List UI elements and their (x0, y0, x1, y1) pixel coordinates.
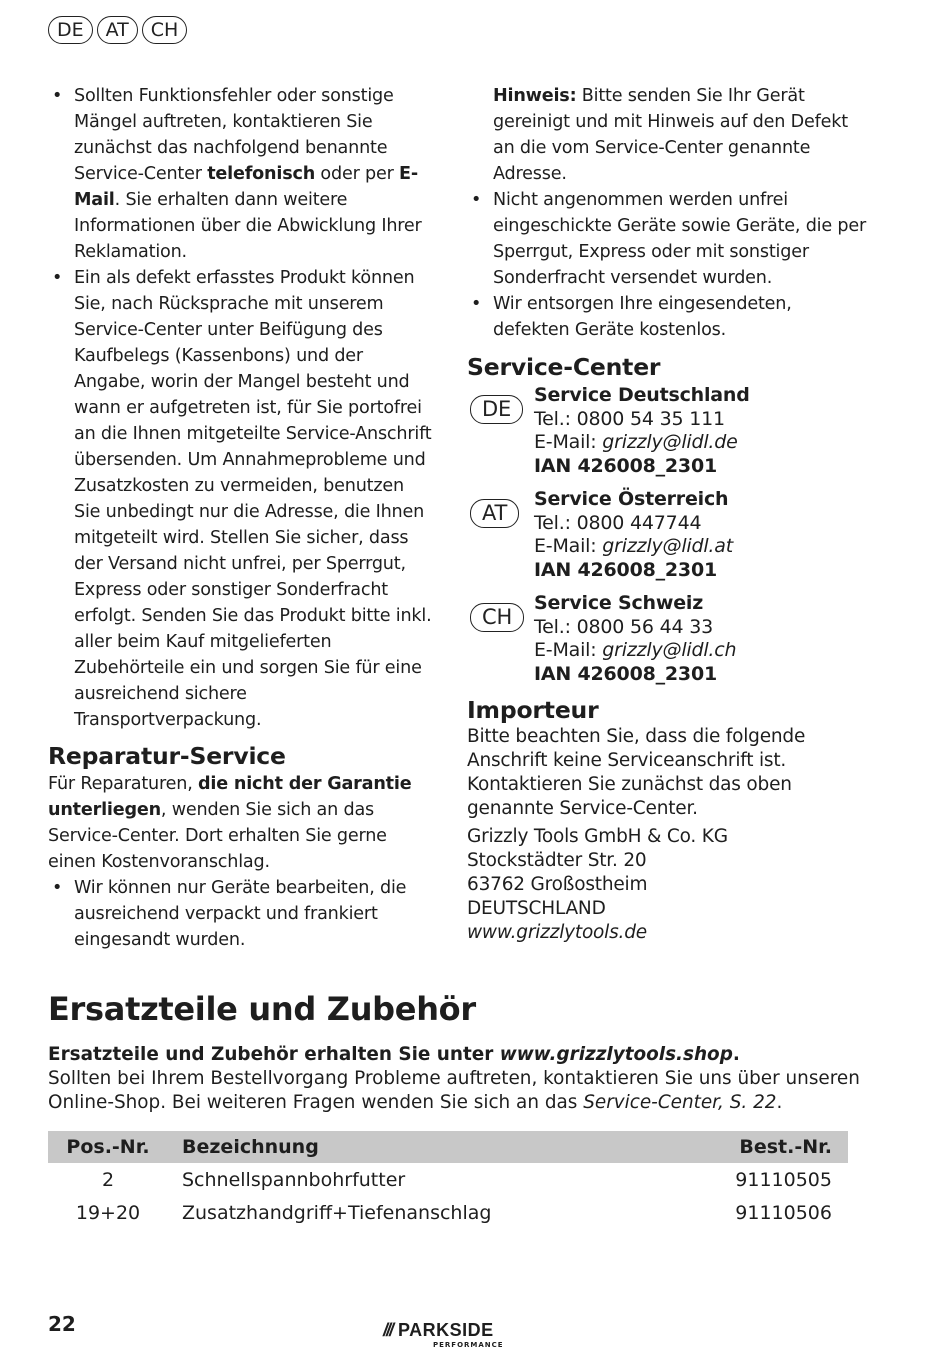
country-badges (48, 16, 187, 44)
address-line: Stockstädter Str. 20 (467, 850, 647, 871)
spare-parts-heading: Ersatzteile und Zubehör (48, 990, 476, 1028)
service-email[interactable]: grizzly@lidl.de (602, 431, 738, 453)
service-phone: Tel.: 0800 447744 (534, 511, 702, 534)
address-line: Grizzly Tools GmbH & Co. KG (467, 826, 728, 847)
spare-parts-table (48, 1131, 848, 1229)
repair-bullets (48, 875, 433, 953)
service-phone: Tel.: 0800 54 35 111 (534, 407, 725, 430)
column-header: Bezeichnung (168, 1131, 662, 1163)
table-row (48, 1196, 848, 1229)
service-ian: IAN 426008_2301 (534, 662, 717, 685)
hint-paragraph: Hinweis: Bitte senden Sie Ihr Gerät gereinigt und mit Hinweis auf den Defekt an die vom Service-Center genannte Adresse. (493, 86, 848, 184)
service-name: Service Deutschland (534, 384, 750, 406)
service-email[interactable]: grizzly@lidl.ch (602, 639, 737, 661)
country-badge-at: AT (97, 16, 138, 44)
service-name: Service Schweiz (534, 592, 704, 614)
spare-parts-note: Sollten bei Ihrem Bestellvorgang Probleme auftreten, kontaktieren Sie uns über unseren Online-Shop. Bei weiteren Fragen wenden Sie sich an das Service-Center, S. 22. (48, 1068, 860, 1113)
column-header: Pos.-Nr. (48, 1131, 168, 1163)
left-column (48, 83, 433, 953)
parkside-logo (373, 1320, 504, 1349)
shop-link[interactable]: www.grizzlytools.shop (499, 1044, 733, 1065)
table-header-row (48, 1131, 848, 1163)
service-ian: IAN 426008_2301 (534, 558, 717, 581)
brand-stripes-icon: /// (382, 1320, 392, 1340)
brand-subline: PERFORMANCE (433, 1341, 504, 1349)
country-badge-de: DE (48, 16, 93, 44)
country-badge-at: AT (470, 499, 519, 528)
importer-address (467, 825, 867, 945)
spare-parts-lead: Ersatzteile und Zubehör erhalten Sie unter www.grizzlytools.shop. (48, 1044, 740, 1065)
table-cell: 91110505 (735, 1168, 832, 1191)
service-phone: Tel.: 0800 56 44 33 (534, 615, 714, 638)
list-item: • Sollten Funktionsfehler oder sonstige Mängel auftreten, kontaktieren Sie zunächst das nachfolgend benannte Service-Center telefonisch oder per E-Mail. Sie erhalten dann weitere Informationen über die Abwicklung Ihrer Reklamation. (48, 83, 433, 265)
service-name: Service Österreich (534, 488, 729, 510)
table-cell: Schnellspannbohrfutter (182, 1168, 406, 1191)
service-block-at (467, 488, 867, 582)
country-badge-de: DE (470, 395, 523, 424)
list-item: • Nicht angenommen werden unfrei eingeschickte Geräte sowie Geräte, die per Sperrgut, Express oder mit sonstiger Sonderfracht versendet wurden. (467, 187, 867, 291)
right-column (467, 83, 867, 945)
repair-heading: Reparatur-Service (48, 742, 286, 770)
address-line: 63762 Großostheim (467, 874, 648, 895)
shipping-bullets (467, 187, 867, 343)
service-block-ch (467, 592, 867, 686)
warranty-bullets (48, 83, 433, 733)
page-number: 22 (48, 1312, 76, 1336)
country-badge-ch: CH (142, 16, 188, 44)
list-item: • Ein als defekt erfasstes Produkt können Sie, nach Rücksprache mit unserem Service-Center unter Beifügung des Kaufbelegs (Kassenbons) und der Angabe, worin der Mangel besteht und wann er aufgetreten ist, für Sie portofrei an die Ihnen mitgeteilte Service-Anschrift übersenden. Um Annahmeprobleme und Zusatzkosten zu vermeiden, benutzen Sie unbedingt nur die Adresse, die Ihnen mitgeteilt wird. Stellen Sie sicher, dass der Versand nicht unfrei, per Sperrgut, Express oder sonstiger Sonderfracht erfolgt. Senden Sie das Produkt bitte inkl. aller beim Kauf mitgelieferten Zubehörteile ein und sorgen Sie für eine ausreichend sichere Transportverpackung. (48, 265, 433, 733)
website-link[interactable]: www.grizzlytools.de (467, 922, 647, 943)
service-email[interactable]: grizzly@lidl.at (602, 535, 733, 557)
service-email-line: E-Mail: grizzly@lidl.at (534, 535, 733, 557)
repair-paragraph: Für Reparaturen, die nicht der Garantie unterliegen, wenden Sie sich an das Service-Center. Dort erhalten Sie gerne einen Kostenvoranschlag. (48, 774, 412, 872)
service-block-de (467, 384, 867, 478)
table-cell: 2 (101, 1168, 115, 1191)
brand-name: PARKSIDE (397, 1320, 494, 1340)
importer-note: Bitte beachten Sie, dass die folgende Anschrift keine Serviceanschrift ist. Kontaktieren Sie zunächst das oben genannte Service-Center. (467, 726, 806, 819)
service-email-line: E-Mail: grizzly@lidl.ch (534, 639, 737, 661)
address-line: DEUTSCHLAND (467, 898, 606, 919)
country-badge-ch: CH (470, 603, 524, 632)
table-cell: 19+20 (75, 1201, 141, 1224)
table-row (48, 1163, 848, 1196)
service-email-line: E-Mail: grizzly@lidl.de (534, 431, 738, 453)
service-ian: IAN 426008_2301 (534, 454, 717, 477)
service-center-heading: Service-Center (467, 353, 661, 381)
spare-parts-text (48, 1043, 908, 1115)
list-item: • Wir entsorgen Ihre eingesendeten, defekten Geräte kostenlos. (467, 291, 867, 343)
table-cell: Zusatzhandgriff+Tiefenanschlag (182, 1201, 492, 1224)
table-cell: 91110506 (735, 1201, 832, 1224)
column-header: Best.-Nr. (662, 1131, 848, 1163)
importer-heading: Importeur (467, 696, 599, 724)
list-item: • Wir können nur Geräte bearbeiten, die ausreichend verpackt und frankiert eingesandt wurden. (48, 875, 433, 953)
